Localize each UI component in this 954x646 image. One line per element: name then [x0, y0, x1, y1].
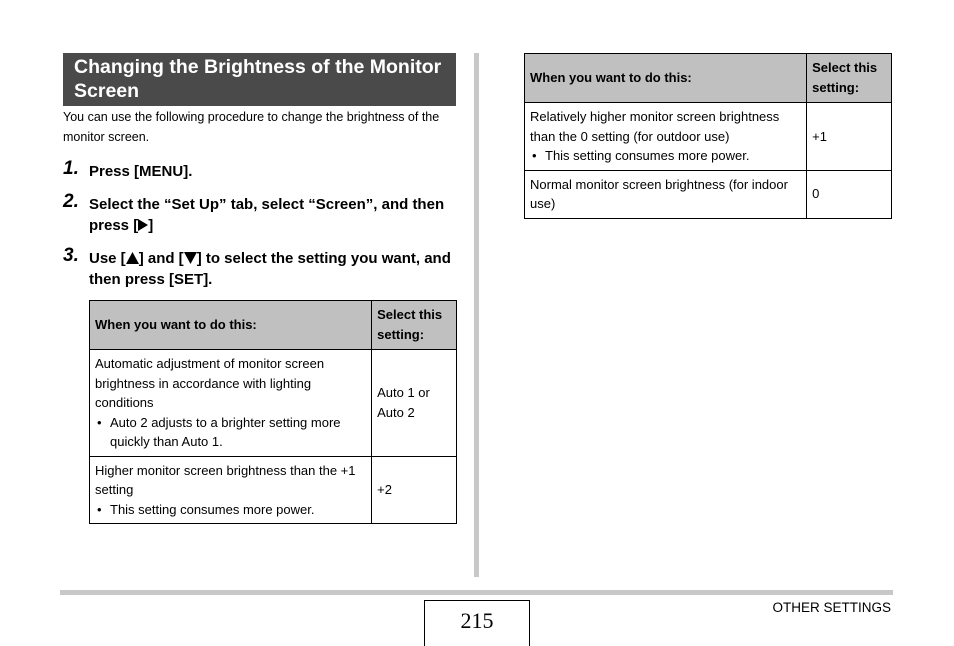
- row-description: Relatively higher monitor screen brightness than the 0 setting (for outdoor use): [530, 109, 780, 144]
- step-3: [63, 245, 458, 290]
- step-text-part: ] and [: [138, 250, 184, 267]
- step-number: 3.: [63, 245, 79, 266]
- column-header-setting: Select this setting:: [807, 54, 892, 103]
- right-triangle-icon: [138, 219, 148, 231]
- footer-divider: [60, 590, 893, 595]
- table-cell-setting: +2: [372, 456, 457, 524]
- table-header-row: [525, 54, 892, 103]
- footer-section-name: OTHER SETTINGS: [772, 600, 891, 615]
- step-number: 1.: [63, 158, 79, 179]
- table-row: [90, 456, 457, 524]
- table-row: [525, 170, 892, 218]
- table-cell-description: [90, 350, 372, 457]
- down-triangle-icon: [184, 252, 197, 264]
- step-text-part: ] to select the setting you want, and then press [SET].: [89, 250, 451, 288]
- up-triangle-icon: [126, 252, 139, 264]
- table-cell-description: [525, 103, 807, 171]
- table-header-row: [90, 301, 457, 350]
- table-row: [525, 103, 892, 171]
- table-row: [90, 350, 457, 457]
- step-number: 2.: [63, 191, 79, 212]
- row-description: Higher monitor screen brightness than the +1 setting: [95, 462, 356, 497]
- step-text: [89, 248, 458, 290]
- row-description: Automatic adjustment of monitor screen brightness in accordance with lighting conditions: [95, 356, 325, 410]
- table-cell-description: [90, 456, 372, 524]
- step-text-part: ]: [148, 217, 154, 234]
- column-header-action: When you want to do this:: [525, 54, 807, 103]
- section-title: Changing the Brightness of the Monitor Screen: [63, 53, 456, 106]
- page-number: 215: [424, 600, 530, 646]
- settings-table-left: [89, 300, 457, 524]
- table-cell-setting: 0: [807, 170, 892, 218]
- table-cell-setting: Auto 1 or Auto 2: [372, 350, 457, 457]
- step-text-part: Select the “Set Up” tab, select “Screen”, and then press [: [89, 196, 445, 234]
- step-2: [63, 191, 458, 236]
- step-1: [63, 158, 458, 182]
- column-header-action: When you want to do this:: [90, 301, 372, 350]
- step-text: Press [MENU].: [89, 163, 193, 180]
- step-text: [89, 194, 458, 236]
- intro-text: You can use the following procedure to change the brightness of the monitor screen.: [63, 110, 440, 144]
- step-text-part: Use [: [89, 250, 126, 267]
- table-cell-setting: +1: [807, 103, 892, 171]
- row-note: • Auto 2 adjusts to a brighter setting more quickly than Auto 1.: [95, 413, 366, 452]
- row-note: • This setting consumes more power.: [530, 146, 801, 166]
- table-cell-description: Normal monitor screen brightness (for indoor use): [525, 170, 807, 218]
- row-note: • This setting consumes more power.: [95, 500, 366, 520]
- column-header-setting: Select this setting:: [372, 301, 457, 350]
- column-divider: [474, 53, 479, 577]
- settings-table-right: [524, 53, 892, 219]
